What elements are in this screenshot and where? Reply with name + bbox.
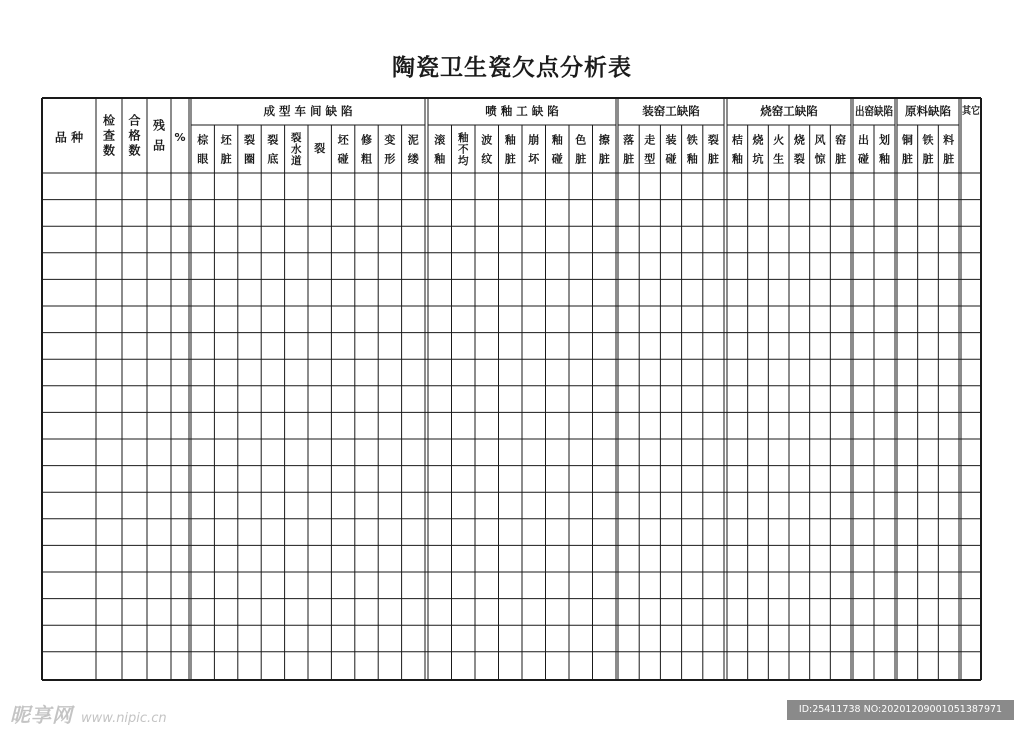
defect-header: 裂脏 — [707, 133, 719, 166]
defect-header: 变形 — [384, 133, 396, 166]
watermark-logo — [10, 699, 167, 728]
watermark-id: ID:25411738 NO:20201209001051387971 — [787, 700, 1014, 720]
group-other-label: 其它 — [962, 106, 982, 117]
defect-header: 裂水道 — [291, 132, 302, 168]
defect-header: 波纹 — [481, 133, 493, 166]
defect-header: 铁脏 — [922, 133, 934, 166]
defect-header: 烧裂 — [793, 133, 805, 166]
defect-header: 走型 — [644, 133, 656, 166]
defect-header: 崩坏 — [528, 133, 540, 166]
defect-header: 裂圈 — [244, 133, 255, 166]
header-percent: % — [174, 131, 186, 144]
defect-header: 坯碰 — [337, 133, 349, 166]
defect-header: 窑脏 — [835, 133, 847, 166]
group-title: 成 型 车 间 缺 陷 — [263, 104, 353, 118]
watermark-url: www.nipic.cn — [81, 711, 167, 726]
defect-header: 火生 — [773, 133, 785, 166]
defect-header: 烧坑 — [752, 133, 764, 166]
defect-header: 修粗 — [361, 133, 372, 166]
defect-header: 铜脏 — [901, 133, 913, 166]
group-title: 原料缺陷 — [905, 104, 951, 118]
header-inspected: 检查数 — [102, 113, 116, 158]
defect-header: 落脏 — [623, 133, 635, 166]
defect-header: 裂 — [314, 142, 326, 155]
group-title: 装窑工缺陷 — [642, 104, 700, 118]
defect-header: 桔釉 — [731, 133, 743, 166]
watermark-brand: 昵享网 — [10, 703, 73, 727]
defect-header: 铁釉 — [686, 133, 698, 166]
defect-header: 划釉 — [879, 133, 890, 166]
defect-header: 裂底 — [267, 133, 279, 166]
defect-header: 坯脏 — [220, 133, 232, 166]
defect-header: 滚釉 — [434, 133, 446, 166]
group-title: 出窑缺陷 — [855, 104, 894, 118]
defect-header: 釉碰 — [551, 133, 563, 166]
page-title: 陶瓷卫生瓷欠点分析表 — [392, 54, 632, 81]
defect-header: 釉脏 — [504, 133, 516, 166]
defect-header: 色脏 — [575, 133, 587, 166]
group-title: 喷 釉 工 缺 陷 — [485, 104, 559, 118]
header-variety: 品 种 — [54, 130, 84, 145]
defect-header: 擦脏 — [598, 133, 610, 166]
defect-header: 棕眼 — [197, 133, 209, 166]
defect-header: 出碰 — [858, 133, 869, 166]
group-title: 烧窑工缺陷 — [760, 104, 818, 118]
defect-header: 釉不均 — [458, 132, 469, 168]
defect-header: 风惊 — [814, 133, 826, 166]
defect-header: 装碰 — [665, 133, 677, 166]
defect-header: 泥缕 — [407, 133, 419, 166]
header-qualified: 合格数 — [128, 113, 141, 158]
header-defective: 残品 — [152, 118, 166, 153]
defect-header: 料脏 — [943, 133, 955, 166]
